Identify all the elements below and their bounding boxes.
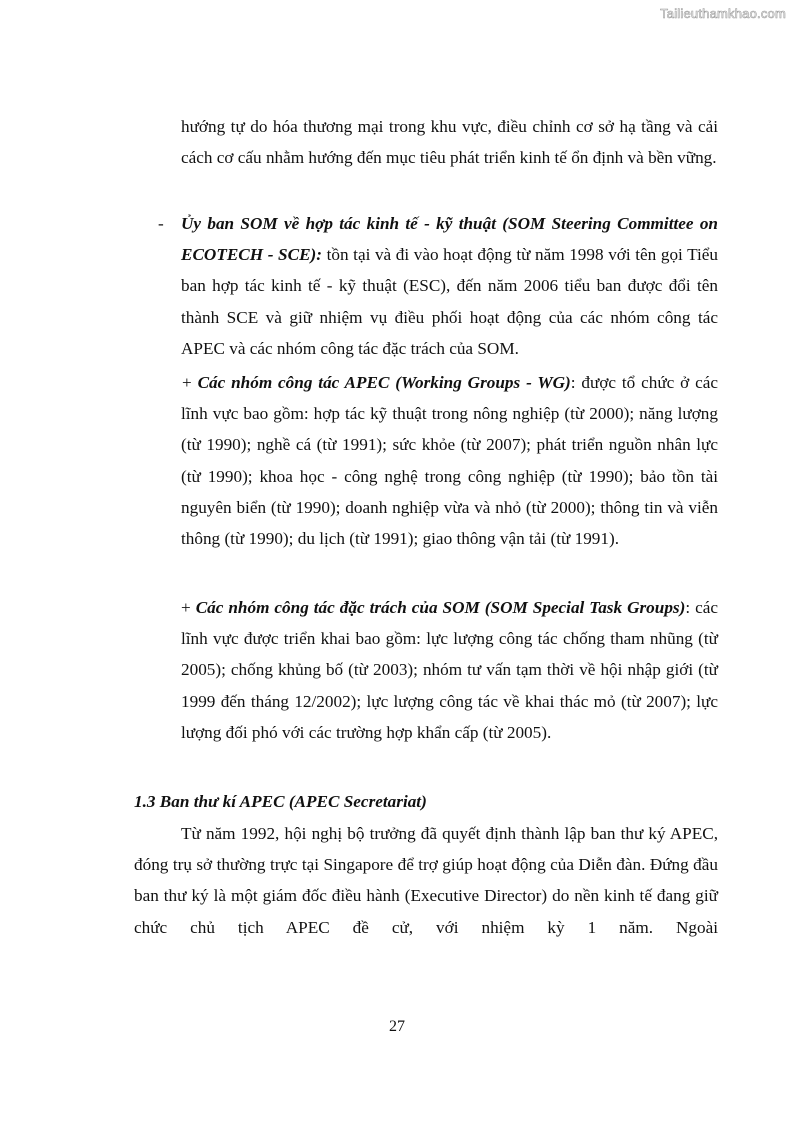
paragraph-special-task-groups <box>181 592 718 748</box>
paragraph-secretariat: Từ năm 1992, hội nghị bộ trưởng đã quyết định thành lập ban thư ký APEC, đóng trụ sở thường trực tại Singapore để trợ giúp hoạt động của Diễn đàn. Đứng đầu ban thư ký là một giám đốc điều hành (Executive Director) do nền kinh tế đang giữ chức chủ tịch APEC đề cử, với nhiệm kỳ 1 năm. Ngoài <box>134 824 718 937</box>
stg-body: : các lĩnh vực được triển khai bao gồm: lực lượng công tác chống tham nhũng (từ 2005); chống khủng bố (từ 2003); nhóm tư vấn tạm thời về hội nhập giới (từ 1999 đến tháng 12/2002); lực lượng công tác về khai thác mỏ (từ 2007); lực lượng đối phó với các trường hợp khẩn cấp (từ 2005). <box>181 598 718 742</box>
stg-prefix: + <box>181 598 196 617</box>
paragraph-continuation: hướng tự do hóa thương mại trong khu vực, điều chỉnh cơ sở hạ tầng và cải cách cơ cấu nhằm hướng đến mục tiêu phát triển kinh tế ổn định và bền vững. <box>181 117 718 168</box>
stg-title: Các nhóm công tác đặc trách của SOM (SOM Special Task Groups) <box>195 598 686 617</box>
bullet-dash: - <box>158 214 164 233</box>
page-number: 27 <box>389 1018 405 1035</box>
sce-body: tồn tại và đi vào hoạt động từ năm 1998 với tên gọi Tiểu ban hợp tác kinh tế - kỹ thuật (ESC), đến năm 2006 tiểu ban được đổi tên thành SCE và giữ nhiệm vụ điều phối hoạt động của các nhóm công tác APEC và các nhóm công tác đặc trách của SOM. <box>181 245 718 358</box>
sce-title: Ủy ban SOM về hợp tác kinh tế - kỹ thuật (SOM Steering Committee on ECOTECH - SCE): <box>181 214 718 265</box>
section-heading: 1.3 Ban thư kí APEC (APEC Secretariat) <box>134 792 427 811</box>
wg-body: : được tổ chức ở các lĩnh vực bao gồm: hợp tác kỹ thuật trong nông nghiệp (từ 2000); năng lượng (từ 1990); nghề cá (từ 1991); sức khỏe (từ 2007); phát triển nguồn nhân lực (từ 1990); khoa học - công nghệ trong công nghiệp (từ 1990); bảo tồn tài nguyên biển (từ 1990); doanh nghiệp vừa và nhỏ (từ 2000); thông tin và viễn thông (từ 1990); du lịch (từ 1991); giao thông vận tải (từ 1991). <box>181 373 718 549</box>
wg-title: Các nhóm công tác APEC (Working Groups - WG) <box>197 373 571 392</box>
watermark-text: Tailieuthamkhao.com <box>660 6 786 21</box>
paragraph-sce <box>181 208 718 364</box>
paragraph-working-groups <box>181 367 718 554</box>
wg-prefix: + <box>182 373 198 392</box>
